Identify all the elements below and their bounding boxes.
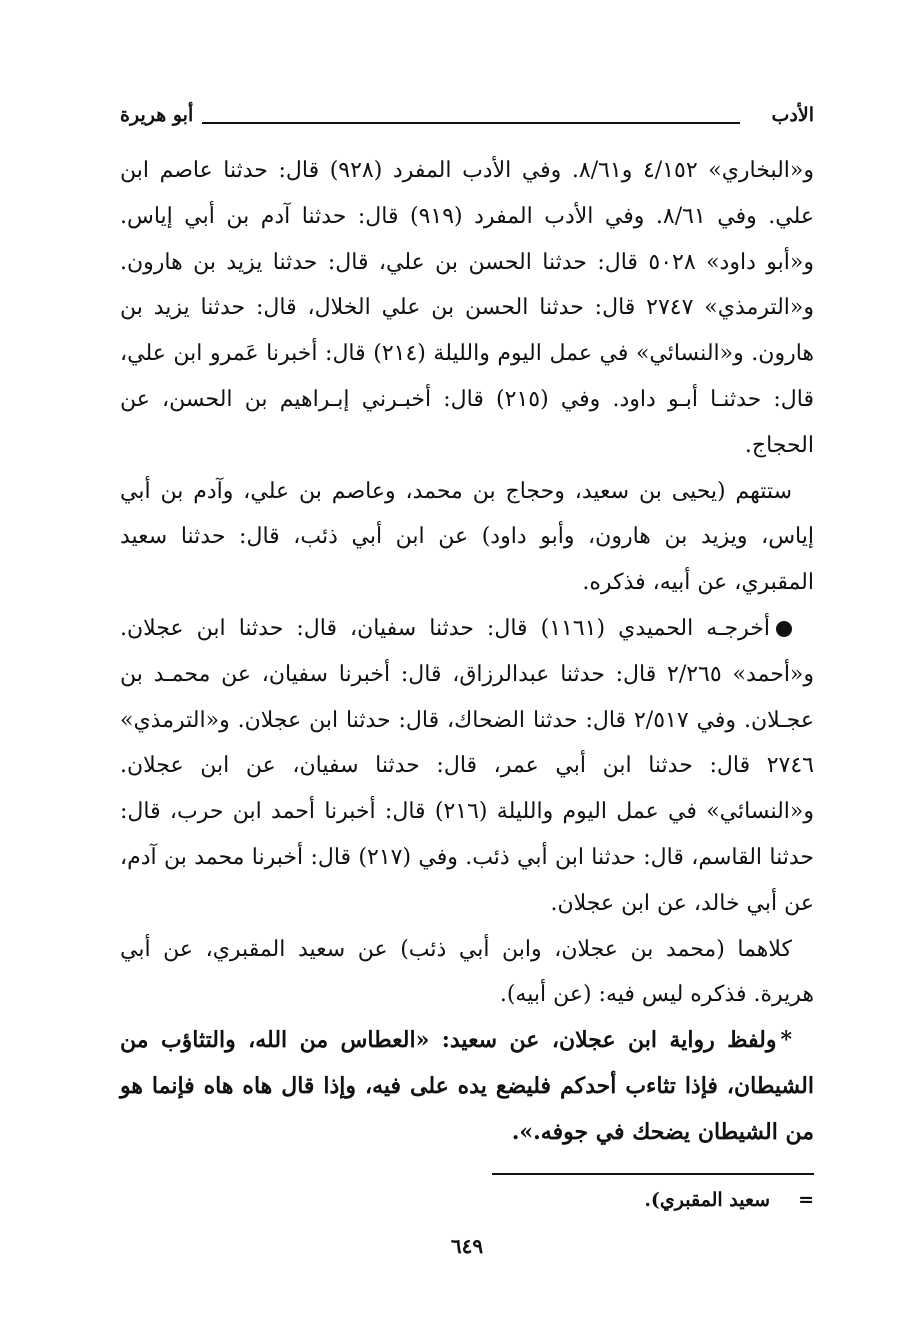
paragraph-six-narrators — [120, 469, 814, 606]
paragraph-both — [120, 927, 814, 1019]
paragraph-text: ولفظ رواية ابن عجلان، عن سعيد: «العطاس من الله، والتثاؤب من الشيطان، فإذا تثاءب أحدكم فليضع يده على فيه، وإذا قال هاه هاه فإنما هو من الشيطان يضحك في جوفه.». — [120, 1027, 814, 1145]
narrator-title: أبو هريرة — [120, 104, 194, 126]
paragraph-text: كلاهما (محمد بن عجلان، وابن أبي ذئب) عن سعيد المقبري، عن أبي هريرة. فذكره ليس فيه: (عن أبيه). — [120, 936, 814, 1008]
body-text — [120, 148, 814, 1156]
paragraph-text: أخرجـه الحميدي (١١٦١) قال: حدثنا سفيان، قال: حدثنا ابن عجلان. و«أحمد» ٢/٢٦٥ قال: حدثنا عبدالرزاق، قال: أخبرنا سفيان، عن محمـد بن عجـلان. وفي ٢/٥١٧ قال: حدثنا الضحاك، قال: حدثنا ابن عجلان. و«الترمذي» ٢٧٤٦ قال: حدثنا ابن أبي عمر، قال: حدثنا سفيان، عن ابن عجلان. و«النسائي» في عمل اليوم والليلة (٢١٦) قال: أخبرنا أحمد ابن حرب، قال: حدثنا القاسم، قال: حدثنا ابن أبي ذئب. وفي (٢١٧) قال: أخبرنا محمد بن آدم، عن أبي خالد، عن ابن عجلان. — [120, 615, 815, 916]
header-rule — [202, 122, 740, 124]
footnote — [644, 1189, 814, 1211]
paragraph-text: ستتهم (يحيى بن سعيد، وحجاج بن محمد، وعاصم بن علي، وآدم بن أبي إياس، ويزيد بن هارون، وأبو داود) عن ابن أبي ذئب، قال: حدثنا سعيد المقبري، عن أبيه، فذكره. — [120, 478, 814, 596]
paragraph-text: و«البخاري» ٤/١٥٢ و٨/٦١. وفي الأدب المفرد (٩٢٨) قال: حدثنا عاصم ابن علي. وفي ٨/٦١. وفي الأدب المفرد (٩١٩) قال: حدثنا آدم بن أبي إياس. و«أبو داود» ٥٠٢٨ قال: حدثنا الحسن بن علي، قال: حدثنا يزيد بن هارون. و«الترمذي» ٢٧٤٧ قال: حدثنا الحسن بن علي الخلال، قال: حدثنا يزيد بن هارون. و«النسائي» في عمل اليوم والليلة (٢١٤) قال: أخبرنا عَمرو ابن علي، قال: حدثنـا أبـو داود. وفي (٢١٥) قال: أخبـرني إبـراهيم بن الحسن، عن الحجاج. — [120, 158, 815, 458]
footnote-continuation-marker: = — [798, 1189, 814, 1211]
footnote-text: سعيد المقبري). — [644, 1189, 771, 1211]
page-number: ٦٤٩ — [450, 1234, 484, 1258]
book-page — [120, 92, 814, 1312]
bullet-icon — [776, 621, 792, 637]
asterisk-icon: * — [780, 1027, 792, 1054]
paragraph-wording — [120, 1018, 814, 1155]
running-header — [120, 92, 814, 126]
paragraph-humaydi — [120, 606, 814, 927]
paragraph-sources — [120, 148, 814, 469]
section-title: الأدب — [771, 104, 814, 126]
footnote-rule — [492, 1173, 814, 1175]
